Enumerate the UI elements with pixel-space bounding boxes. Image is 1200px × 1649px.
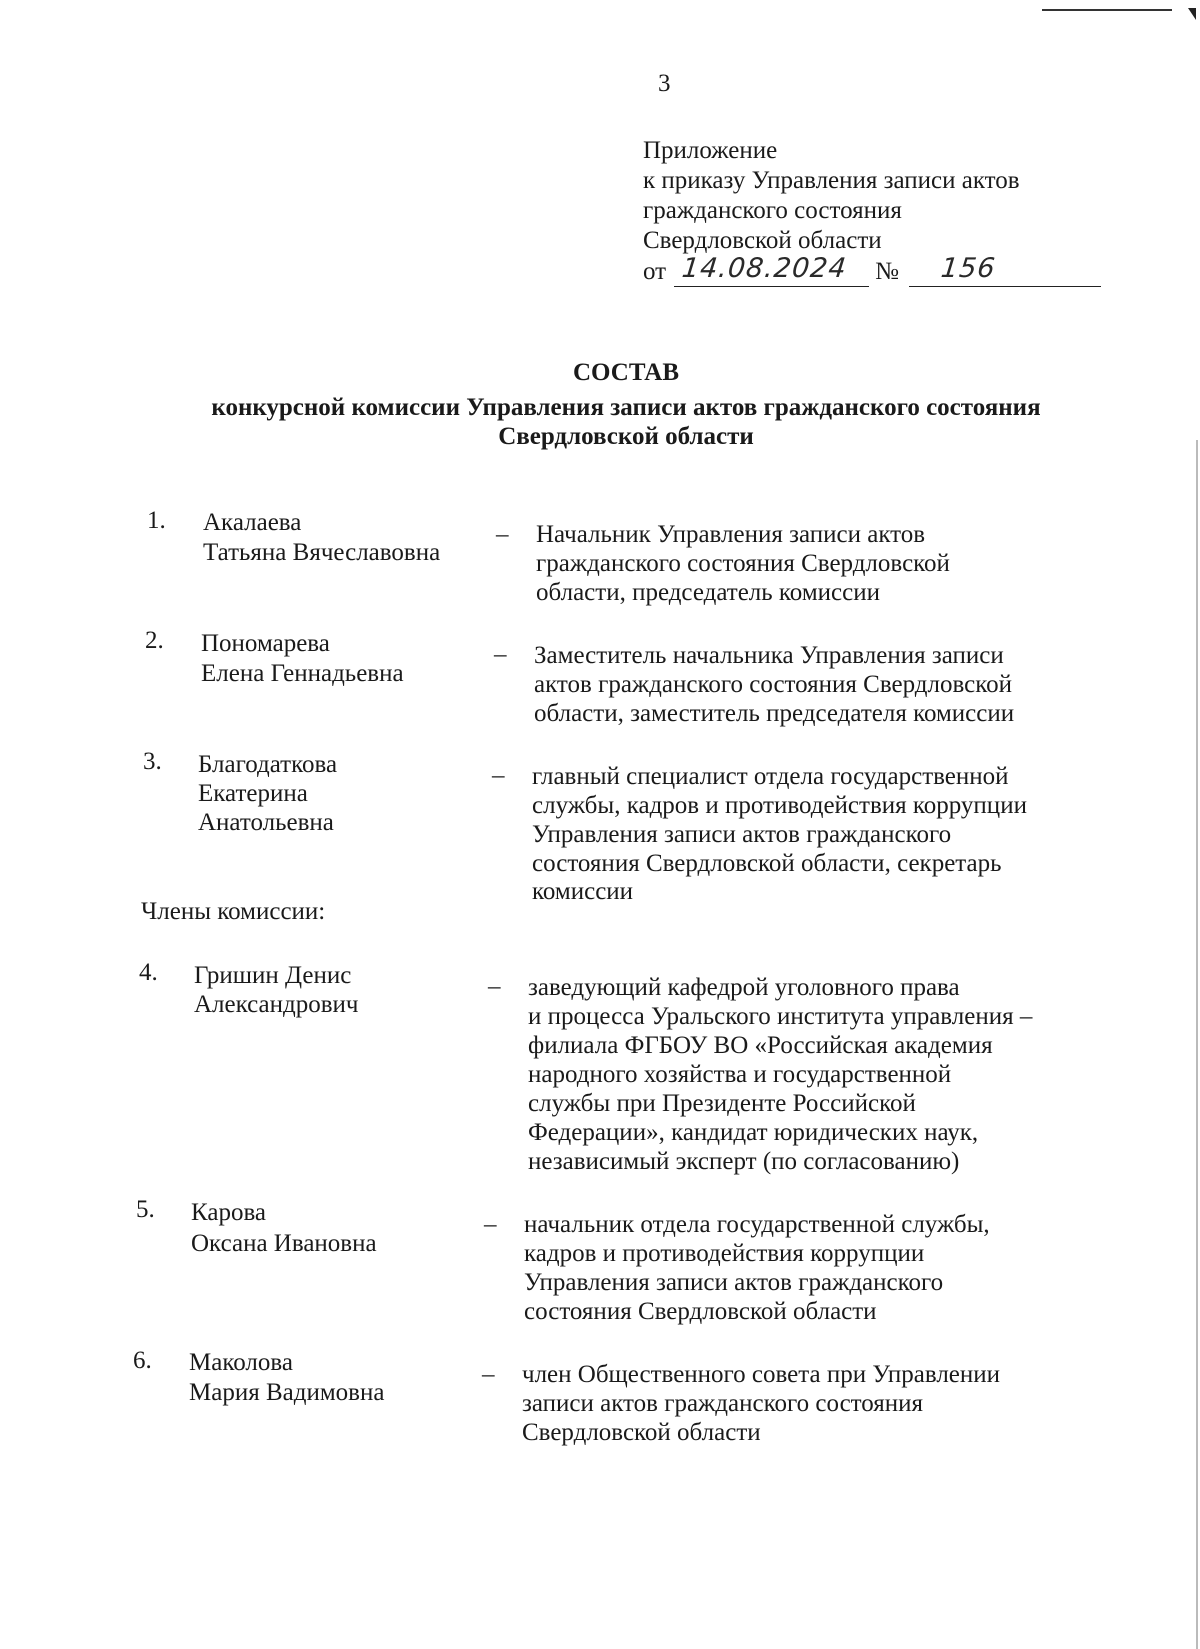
member-name: Екатерина: [198, 780, 308, 807]
document-title: СОСТАВ: [572, 359, 680, 386]
member-number: 1.: [147, 507, 166, 534]
member-description: Федерации», кандидат юридических наук,: [528, 1119, 979, 1146]
member-description: комиссии: [532, 878, 634, 905]
member-name: Александрович: [194, 991, 359, 1018]
member-description: Заместитель начальника Управления записи: [534, 642, 1004, 669]
member-description: Управления записи актов гражданского: [532, 821, 952, 848]
dash: –: [496, 521, 509, 548]
member-name: Карова: [191, 1199, 267, 1226]
member-name: Пономарева: [201, 630, 330, 657]
member-name: Маколова: [189, 1349, 293, 1376]
member-description: кадров и противодействия коррупции: [524, 1240, 925, 1267]
number-field: [909, 253, 1101, 287]
member-description: член Общественного совета при Управлении: [522, 1361, 1001, 1388]
member-description: записи актов гражданского состояния: [522, 1390, 924, 1417]
member-description: филиала ФГБОУ ВО «Российская академия: [528, 1032, 993, 1059]
appendix-line: к приказу Управления записи актов: [643, 167, 1020, 194]
member-description: гражданского состояния Свердловской: [536, 550, 950, 577]
member-name: Мария Вадимовна: [189, 1379, 385, 1406]
member-name: Благодаткова: [198, 751, 338, 778]
member-number: 6.: [133, 1347, 152, 1374]
scan-artifact-line: [1042, 9, 1172, 11]
member-description: Свердловской области: [522, 1419, 761, 1446]
dash: –: [488, 973, 501, 1000]
member-description: области, председатель комиссии: [536, 579, 880, 606]
dash: –: [482, 1361, 495, 1388]
appendix-block: [643, 136, 1101, 287]
member-description: состояния Свердловской области, секретарь: [532, 850, 1002, 877]
member-description: службы, кадров и противодействия коррупции: [532, 792, 1027, 819]
member-name: Татьяна Вячеславовна: [203, 539, 441, 566]
order-date-number: [643, 253, 1101, 287]
member-description: области, заместитель председателя комиссии: [534, 700, 1015, 727]
appendix-line: Свердловской области: [643, 227, 882, 254]
member-description: заведующий кафедрой уголовного права: [528, 974, 960, 1001]
member-description: и процесса Уральского института управления –: [528, 1003, 1033, 1030]
dash: –: [484, 1211, 497, 1238]
member-description: начальник отдела государственной службы,: [524, 1211, 990, 1238]
member-description: Начальник Управления записи актов: [536, 521, 926, 548]
members-section-label: Члены комиссии:: [141, 898, 326, 925]
member-description: независимый эксперт (по согласованию): [528, 1148, 960, 1175]
member-number: 3.: [143, 748, 162, 775]
dash: –: [494, 641, 507, 668]
member-name: Оксана Ивановна: [191, 1230, 377, 1257]
member-name: Елена Геннадьевна: [201, 660, 404, 687]
member-description: Управления записи актов гражданского: [524, 1269, 944, 1296]
number-prefix: №: [875, 258, 899, 285]
dash: –: [492, 762, 505, 789]
appendix-line: гражданского состояния: [643, 197, 902, 224]
date-prefix: от: [643, 258, 667, 285]
handwritten-number: 156: [939, 253, 998, 284]
document-subtitle: Свердловской области: [498, 423, 754, 450]
member-description: службы при Президенте Российской: [528, 1090, 916, 1117]
document-subtitle: конкурсной комиссии Управления записи актов гражданского состояния: [211, 394, 1041, 421]
member-description: состояния Свердловской области: [524, 1298, 877, 1325]
member-description: главный специалист отдела государственной: [532, 763, 1009, 790]
member-number: 2.: [145, 627, 164, 654]
scan-artifact-corner: [1188, 8, 1196, 20]
member-name: Гришин Денис: [194, 962, 352, 989]
member-name: Акалаева: [203, 509, 302, 536]
date-field: [674, 253, 869, 287]
member-description: актов гражданского состояния Свердловской: [534, 671, 1012, 698]
appendix-title: Приложение: [643, 137, 778, 164]
scan-artifact-edge: [1196, 440, 1198, 1649]
page-number: 3: [658, 70, 671, 97]
member-name: Анатольевна: [198, 809, 334, 836]
member-number: 5.: [136, 1196, 155, 1223]
member-description: народного хозяйства и государственной: [528, 1061, 952, 1088]
handwritten-date: 14.08.2024: [680, 253, 849, 284]
member-number: 4.: [139, 959, 158, 986]
